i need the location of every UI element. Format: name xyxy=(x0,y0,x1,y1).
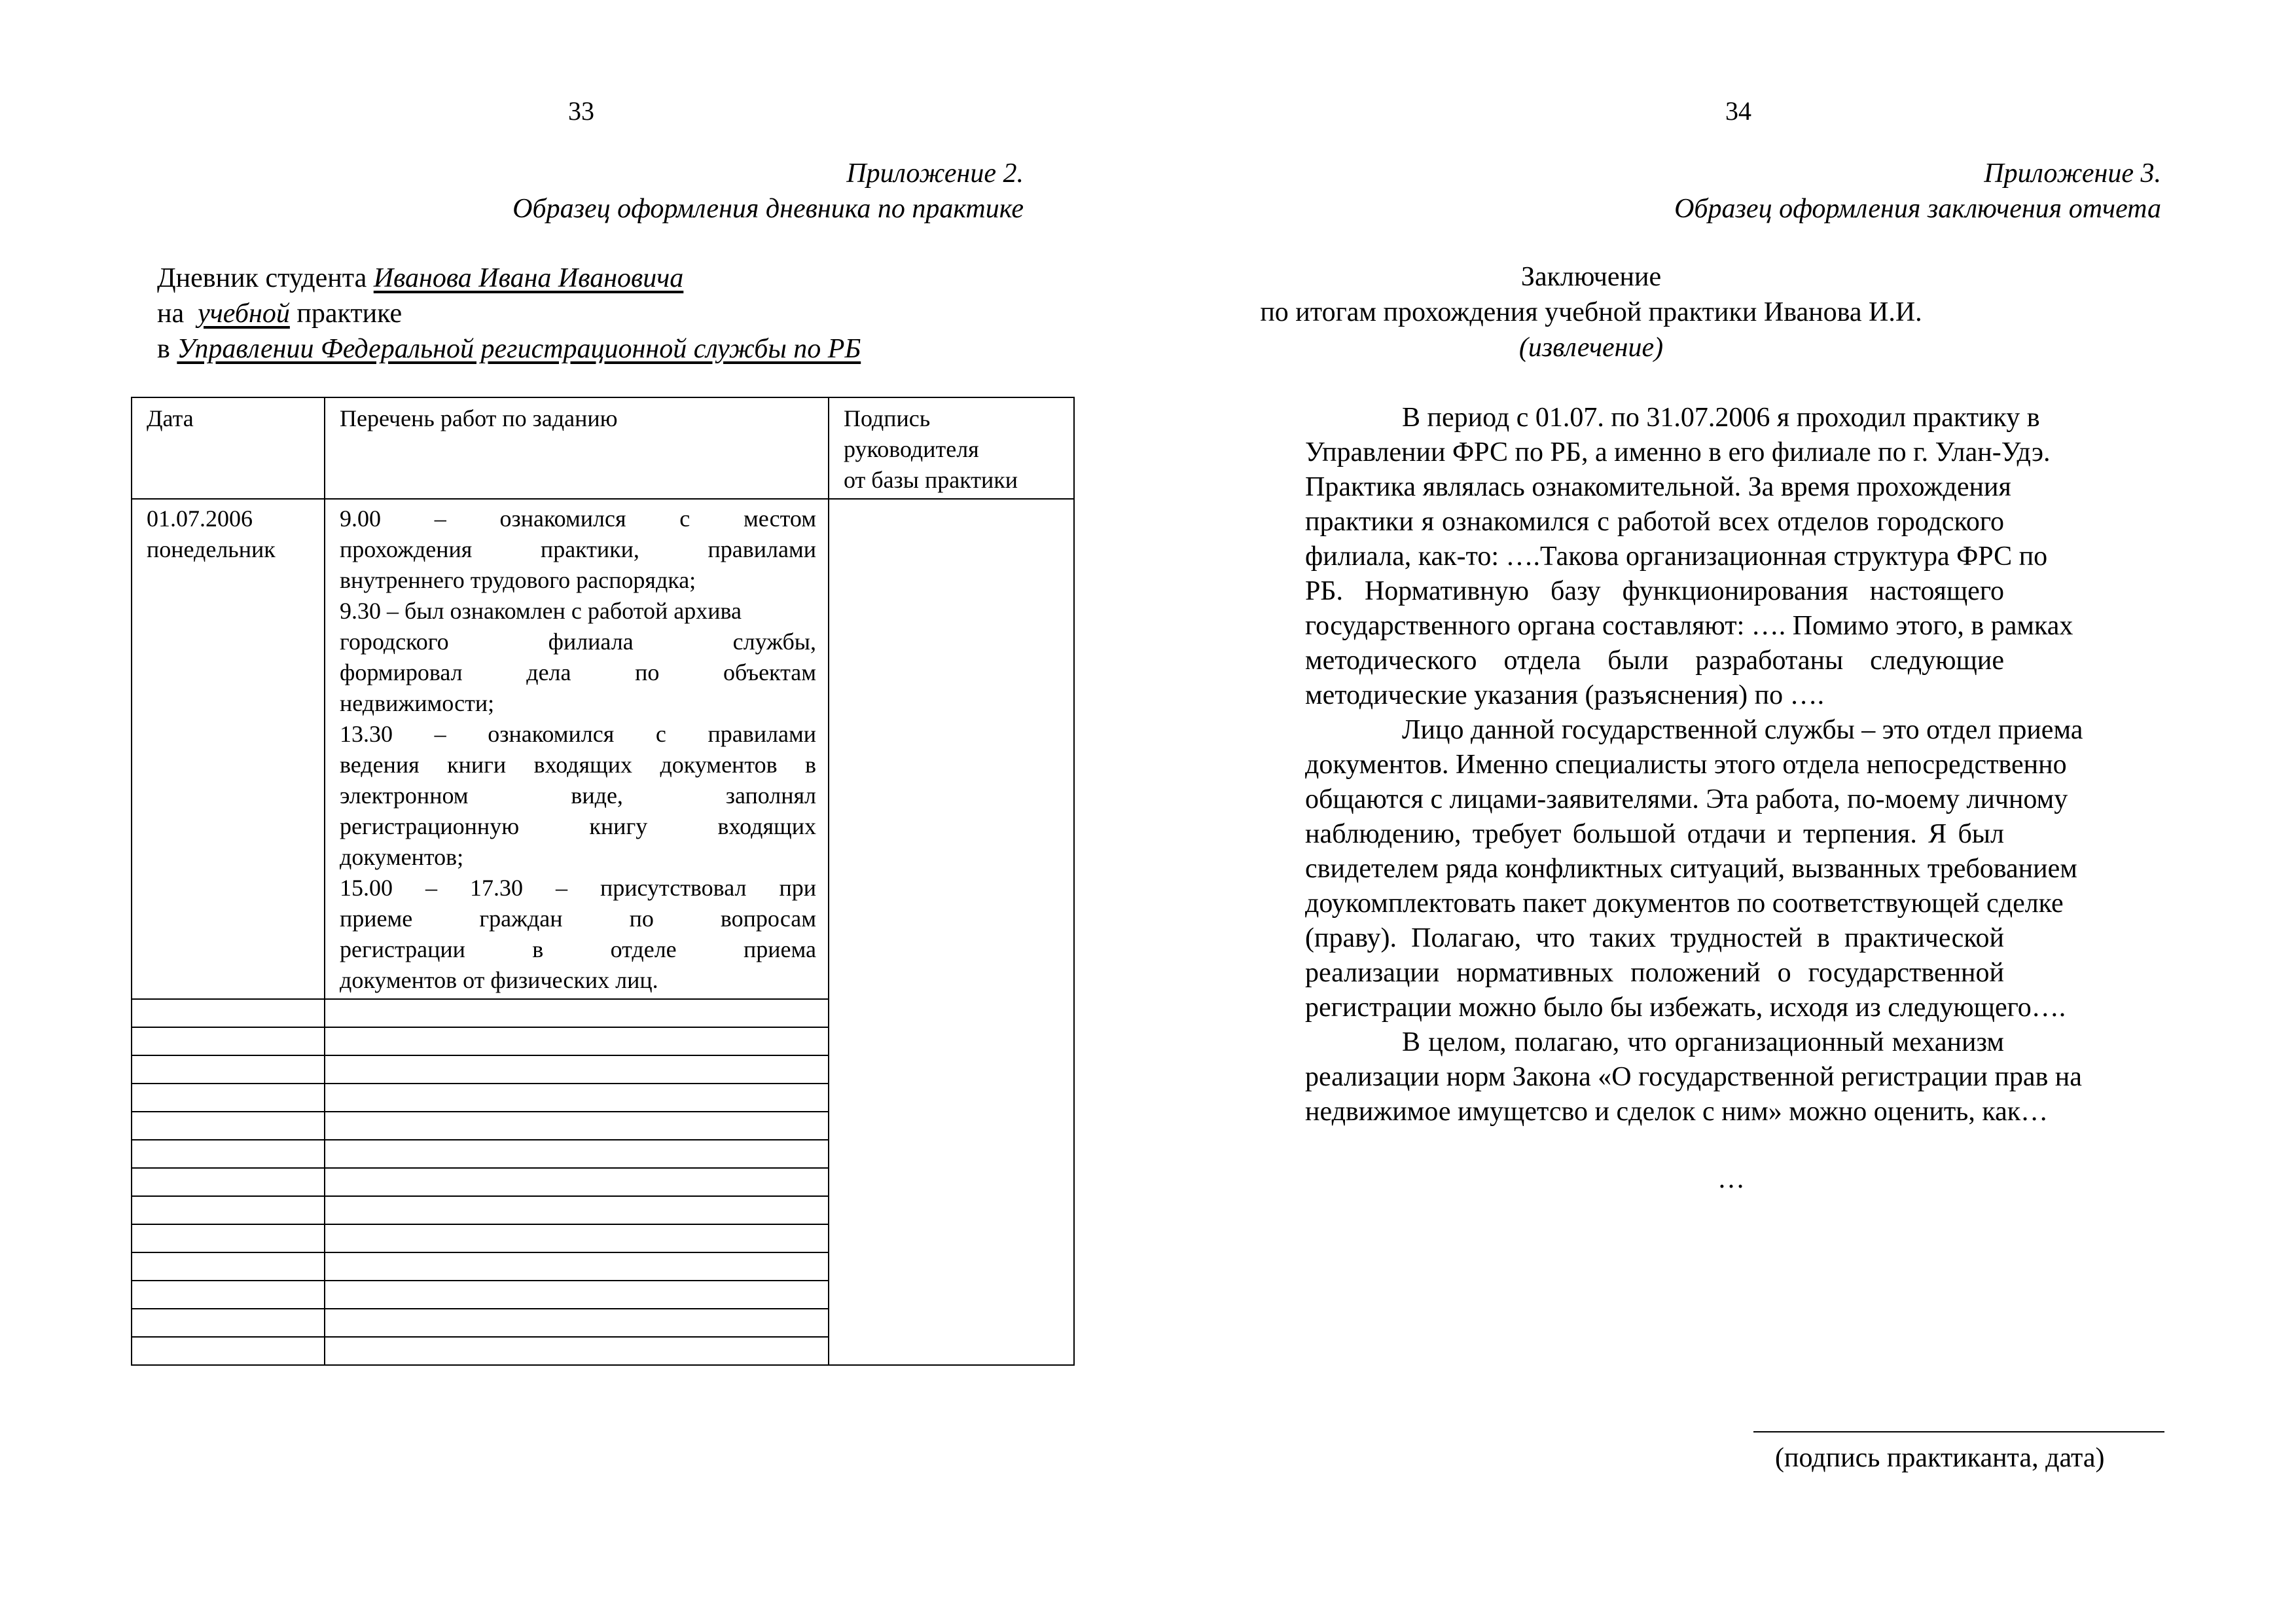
conclusion-paragraph xyxy=(1305,401,2073,713)
table-header-row xyxy=(132,397,1074,499)
diary-practice-line xyxy=(157,296,861,331)
header-signature-line: руководителя xyxy=(844,436,979,462)
header-signature-line: от базы практики xyxy=(844,467,1018,493)
task-line: формировал дела по объектам xyxy=(340,659,816,685)
diary-practice-prefix: на xyxy=(157,299,198,329)
appendix-title: Образец оформления заключения отчета xyxy=(1674,194,2161,224)
signature-caption: (подпись практиканта, дата) xyxy=(1775,1443,2105,1473)
paragraph-line: Практика являлась ознакомительной. За время прохождения xyxy=(1305,472,2011,502)
right-page xyxy=(1148,0,2296,1623)
paragraph-line: доукомплектовать пакет документов по соответствующей сделке xyxy=(1305,888,2064,919)
empty-task-cell xyxy=(325,1027,829,1055)
empty-date-cell xyxy=(132,1168,325,1196)
task-line: электронном виде, заполнял xyxy=(340,782,816,809)
conclusion-heading: Заключение xyxy=(1520,262,1662,292)
ellipsis: … xyxy=(1717,1164,1745,1194)
empty-date-cell xyxy=(132,1224,325,1252)
diary-student-prefix: Дневник студента xyxy=(157,263,374,293)
diary-practice-suffix: практике xyxy=(289,299,403,329)
diary-table xyxy=(131,397,1075,1366)
appendix-number: Приложение 2. xyxy=(846,158,1024,189)
task-line: недвижимости; xyxy=(340,690,495,716)
task-line: документов от физических лиц. xyxy=(340,967,658,993)
paragraph-line: Управлении ФРС по РБ, а именно в его филиале по г. Улан-Удэ. xyxy=(1305,437,2051,467)
paragraph-line: реализации нормативных положений о государственной xyxy=(1305,958,2004,988)
empty-date-cell xyxy=(132,1112,325,1140)
paragraph-line: В период с 01.07. по 31.07.2006 я проходил практику в xyxy=(1402,403,2040,433)
header-date: Дата xyxy=(132,397,325,499)
empty-date-cell xyxy=(132,1281,325,1309)
conclusion-paragraph xyxy=(1305,1025,2082,1129)
conclusion-body xyxy=(1305,401,2083,1129)
paragraph-line: РБ. Нормативную базу функционирования настоящего xyxy=(1305,576,2004,606)
appendix-number: Приложение 3. xyxy=(1984,158,2161,189)
empty-date-cell xyxy=(132,1140,325,1168)
conclusion-paragraph xyxy=(1305,713,2083,1025)
student-name: Иванова Ивана Ивановича xyxy=(373,263,684,293)
paragraph-line: методические указания (разъяснения) по …. xyxy=(1305,680,1825,710)
empty-date-cell xyxy=(132,1027,325,1055)
task-cell xyxy=(325,499,829,999)
paragraph-line: филиала, как-то: ….Такова организационная структура ФРС по xyxy=(1305,541,2048,572)
empty-date-cell xyxy=(132,1252,325,1281)
task-line: ведения книги входящих документов в xyxy=(340,752,816,778)
empty-task-cell xyxy=(325,1112,829,1140)
paragraph-line: (праву). Полагаю, что таких трудностей в практической xyxy=(1305,923,2004,953)
signature-line xyxy=(1753,1431,2164,1432)
appendix-caption xyxy=(512,156,1024,227)
header-signature-line: Подпись xyxy=(844,405,931,431)
empty-date-cell xyxy=(132,1055,325,1084)
task-line: регистрационную книгу входящих xyxy=(340,813,816,839)
date-cell xyxy=(132,499,325,999)
paragraph-line: свидетелем ряда конфликтных ситуаций, вызванных требованием xyxy=(1305,854,2077,884)
conclusion-subheading: по итогам прохождения учебной практики Иванова И.И. xyxy=(1260,297,1922,327)
diary-header xyxy=(157,261,861,367)
empty-date-cell xyxy=(132,1337,325,1365)
empty-date-cell xyxy=(132,1309,325,1337)
diary-student-line xyxy=(157,261,861,296)
paragraph-line: реализации норм Закона «О государственной регистрации прав на xyxy=(1305,1062,2082,1092)
empty-task-cell xyxy=(325,1084,829,1112)
organization-name: Управлении Федеральной регистрационной службы по РБ xyxy=(177,334,861,364)
task-line: внутреннего трудового распорядка; xyxy=(340,567,696,593)
task-line: прохождения практики, правилами xyxy=(340,536,816,562)
empty-task-cell xyxy=(325,1337,829,1365)
appendix-title: Образец оформления дневника по практике xyxy=(512,194,1024,224)
paragraph-line: Лицо данной государственной службы – это отдел приема xyxy=(1402,715,2083,745)
empty-date-cell xyxy=(132,999,325,1027)
entry-date: 01.07.2006 xyxy=(147,505,253,532)
empty-task-cell xyxy=(325,1140,829,1168)
diary-organization-line xyxy=(157,331,861,367)
paragraph-line: В целом, полагаю, что организационный механизм xyxy=(1402,1027,2004,1057)
header-supervisor-signature xyxy=(829,397,1074,499)
diary-organization-prefix: в xyxy=(157,334,177,364)
paragraph-line: методического отдела были разработаны следующие xyxy=(1305,646,2004,676)
paragraph-line: практики я ознакомился с работой всех отделов городского xyxy=(1305,507,2004,537)
task-line: регистрации в отделе приема xyxy=(340,936,816,962)
empty-task-cell xyxy=(325,999,829,1027)
empty-date-cell xyxy=(132,1084,325,1112)
paragraph-line: государственного органа составляют: …. Помимо этого, в рамках xyxy=(1305,611,2073,641)
table-row xyxy=(132,499,1074,999)
task-line: 15.00 – 17.30 – присутствовал при xyxy=(340,875,816,901)
conclusion-title xyxy=(1148,259,2034,365)
paragraph-line: недвижимое имущетсво и сделок с ним» можно оценить, как… xyxy=(1305,1097,2049,1127)
task-line: 9.30 – был ознакомлен с работой архива xyxy=(340,598,742,624)
empty-task-cell xyxy=(325,1196,829,1224)
paragraph-line: общаются с лицами-заявителями. Эта работа, по-моему личному xyxy=(1305,784,2068,814)
empty-task-cell xyxy=(325,1055,829,1084)
paragraph-line: регистрации можно было бы избежать, исходя из следующего…. xyxy=(1305,993,2066,1023)
task-line: 13.30 – ознакомился с правилами xyxy=(340,721,816,747)
empty-task-cell xyxy=(325,1309,829,1337)
page-number: 34 xyxy=(1725,96,1751,126)
empty-date-cell xyxy=(132,1196,325,1224)
empty-task-cell xyxy=(325,1252,829,1281)
task-line: 9.00 – ознакомился с местом xyxy=(340,505,816,532)
task-line: документов; xyxy=(340,844,464,870)
supervisor-signature-cell xyxy=(829,499,1074,1365)
task-line: приеме граждан по вопросам xyxy=(340,905,816,932)
task-line: городского филиала службы, xyxy=(340,629,816,655)
empty-task-cell xyxy=(325,1168,829,1196)
conclusion-note: (извлечение) xyxy=(1518,333,1664,363)
empty-task-cell xyxy=(325,1224,829,1252)
paragraph-line: документов. Именно специалисты этого отдела непосредственно xyxy=(1305,750,2067,780)
entry-weekday: понедельник xyxy=(147,536,276,562)
page-number: 33 xyxy=(568,96,594,126)
header-work-list: Перечень работ по заданию xyxy=(325,397,829,499)
paragraph-line: наблюдению, требует большой отдачи и терпения. Я был xyxy=(1305,819,2004,849)
empty-task-cell xyxy=(325,1281,829,1309)
practice-type: учебной xyxy=(198,299,290,329)
appendix-caption xyxy=(1674,156,2161,227)
